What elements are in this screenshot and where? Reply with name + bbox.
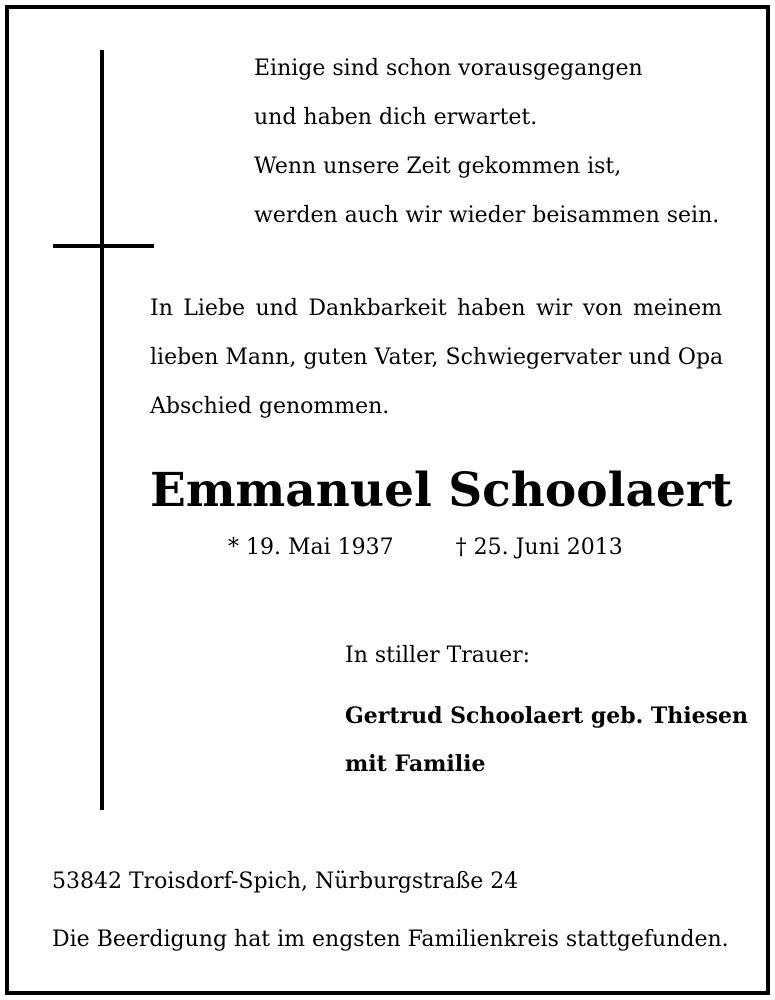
intro-line: In Liebe und Dankbarkeit haben wir von meinem — [150, 296, 722, 321]
intro-line: Abschied genommen. — [150, 394, 390, 419]
cross-horizontal-bar — [53, 244, 154, 248]
cross-vertical-bar — [100, 50, 104, 810]
life-dates — [228, 530, 623, 566]
address: 53842 Troisdorf-Spich, Nürburgstraße 24 — [52, 869, 519, 894]
poem-line: und haben dich erwartet. — [254, 105, 538, 130]
intro-paragraph — [150, 284, 722, 431]
death-date: † 25. Juni 2013 — [455, 535, 623, 560]
mourners-list — [345, 692, 748, 788]
mourning-label: In stiller Trauer: — [345, 643, 531, 668]
mourner-family: mit Familie — [345, 751, 486, 777]
poem-block — [254, 44, 719, 240]
deceased-name: Emmanuel Schoolaert — [150, 463, 733, 518]
poem-line: Einige sind schon vorausgegangen — [254, 56, 643, 81]
poem-line: Wenn unsere Zeit gekommen ist, — [254, 154, 622, 179]
mourner-name: Gertrud Schoolaert geb. Thiesen — [345, 703, 748, 729]
poem-line: werden auch wir wieder beisammen sein. — [254, 203, 720, 228]
intro-line: lieben Mann, guten Vater, Schwiegervater und Opa — [150, 345, 724, 370]
funeral-note: Die Beerdigung hat im engsten Familienkreis stattgefunden. — [52, 927, 729, 952]
birth-date: * 19. Mai 1937 — [228, 535, 394, 560]
